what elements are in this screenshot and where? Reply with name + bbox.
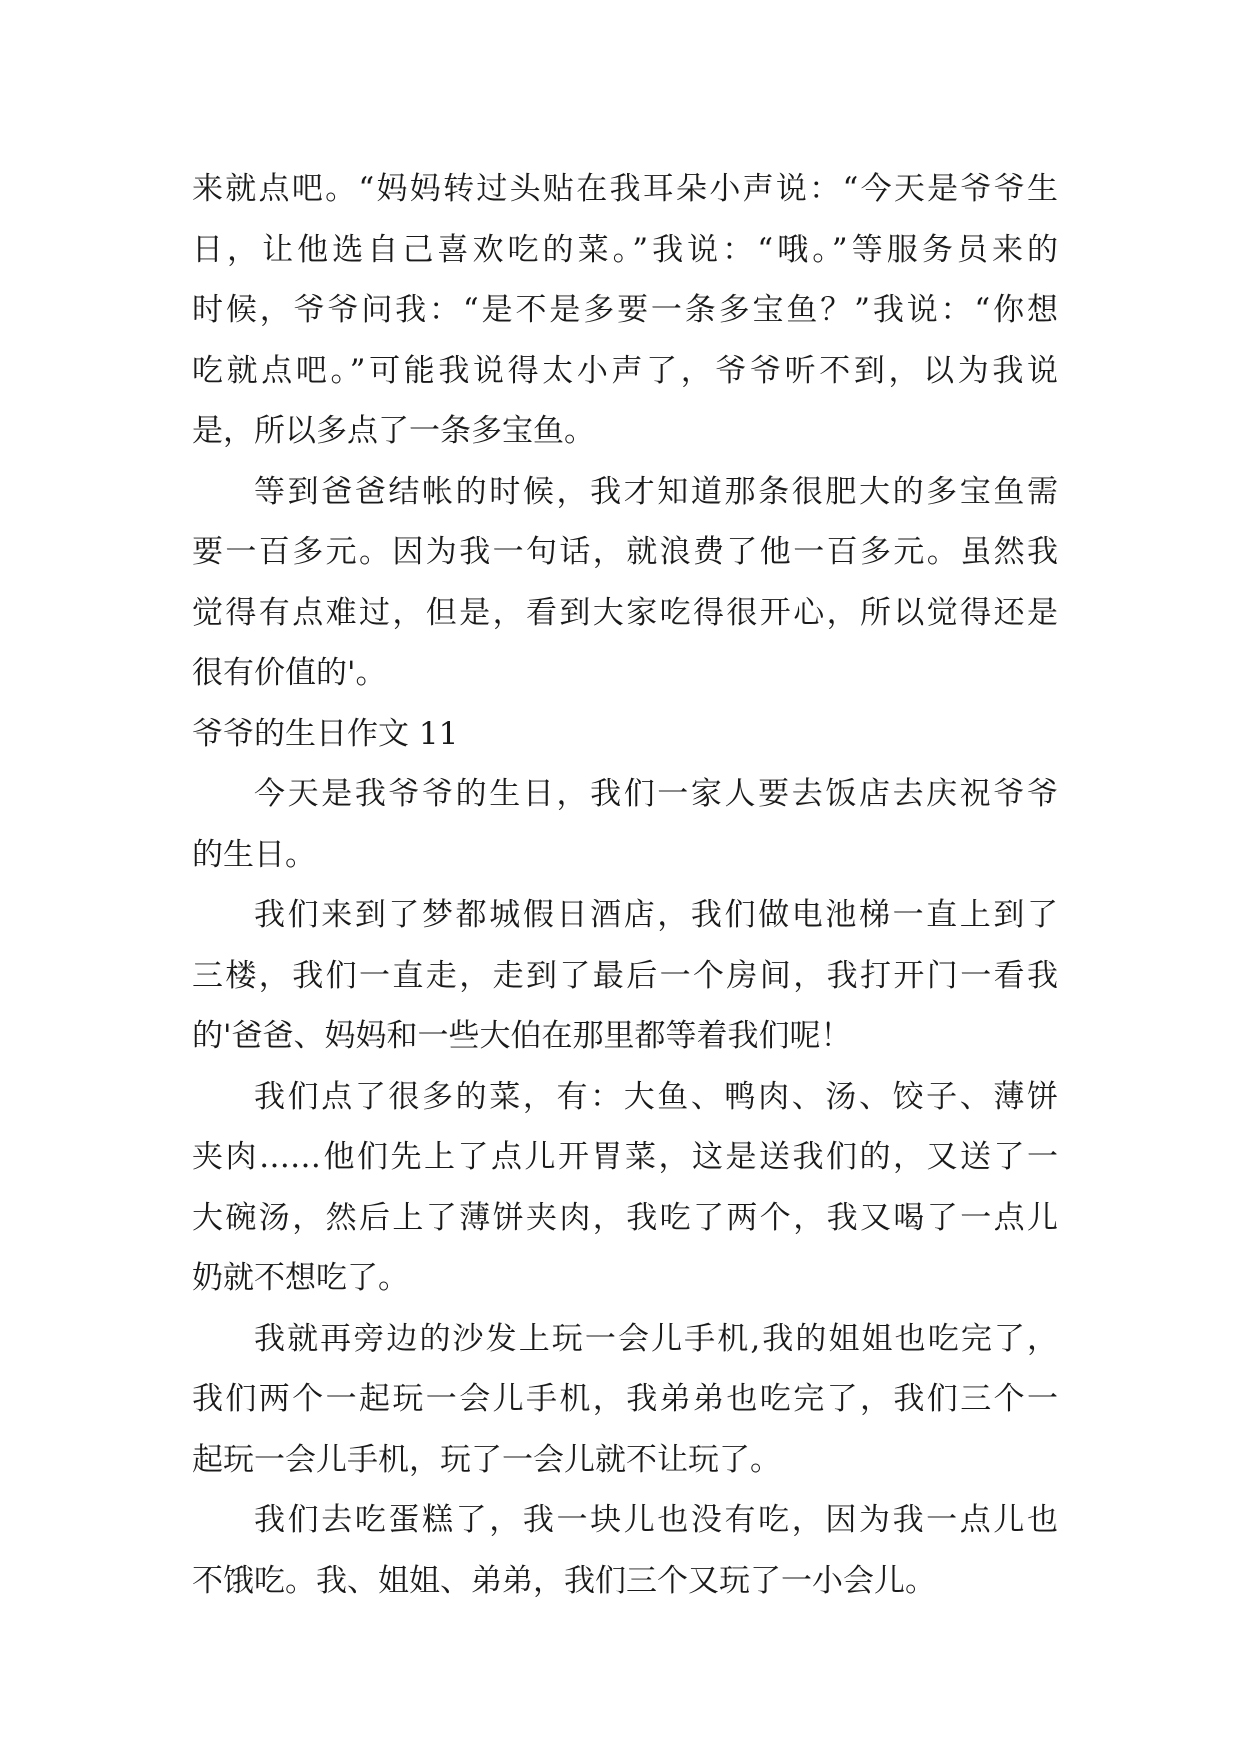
text-line: 大碗汤，然后上了薄饼夹肉，我吃了两个，我又喝了一点儿 <box>192 1199 1058 1236</box>
text-line: 爷爷的生日作文 11 <box>192 715 459 752</box>
text-line: 不饿吃。我、姐姐、弟弟，我们三个又玩了一小会儿。 <box>192 1562 936 1599</box>
text-line: 的'爸爸、妈妈和一些大伯在那里都等着我们呢！ <box>192 1018 852 1054</box>
text-line: 我们两个一起玩一会儿手机，我弟弟也吃完了，我们三个一 <box>192 1381 1058 1417</box>
text-line: 的生日。 <box>192 836 316 873</box>
document-body <box>192 159 1058 1611</box>
text-line: 三楼，我们一直走，走到了最后一个房间，我打开门一看我 <box>192 957 1058 994</box>
text-line: 奶就不想吃了。 <box>192 1260 409 1296</box>
paragraph-first-line: 我们来到了梦都城假日酒店，我们做电池梯一直上到了 <box>254 897 1058 933</box>
text-line: 日，让他选自己喜欢吃的菜。”我说：“哦。”等服务员来的 <box>192 231 1058 268</box>
paragraph-first-line: 我们去吃蛋糕了，我一块儿也没有吃，因为我一点儿也 <box>254 1502 1058 1538</box>
paragraph-first-line: 今天是我爷爷的生日，我们一家人要去饭店去庆祝爷爷 <box>254 776 1058 812</box>
text-line: 觉得有点难过，但是，看到大家吃得很开心，所以觉得还是 <box>192 594 1058 631</box>
text-line: 夹肉……他们先上了点儿开胃菜，这是送我们的，又送了一 <box>192 1139 1058 1175</box>
text-line: 吃就点吧。”可能我说得太小声了，爷爷听不到，以为我说 <box>192 352 1058 389</box>
text-line: 要一百多元。因为我一句话，就浪费了他一百多元。虽然我 <box>192 534 1058 570</box>
paragraph-first-line: 我们点了很多的菜，有：大鱼、鸭肉、汤、饺子、薄饼 <box>254 1078 1058 1115</box>
text-line: 是，所以多点了一条多宝鱼。 <box>192 413 595 449</box>
paragraph-first-line: 等到爸爸结帐的时候，我才知道那条很肥大的多宝鱼需 <box>254 473 1058 510</box>
paragraph-first-line: 我就再旁边的沙发上玩一会儿手机,我的姐姐也吃完了， <box>254 1320 1058 1357</box>
text-line: 很有价值的'。 <box>192 655 387 691</box>
text-line: 起玩一会儿手机，玩了一会儿就不让玩了。 <box>192 1441 781 1478</box>
text-line: 来就点吧。“妈妈转过头贴在我耳朵小声说：“今天是爷爷生 <box>192 171 1058 207</box>
text-line: 时候，爷爷问我：“是不是多要一条多宝鱼？”我说：“你想 <box>192 292 1058 328</box>
